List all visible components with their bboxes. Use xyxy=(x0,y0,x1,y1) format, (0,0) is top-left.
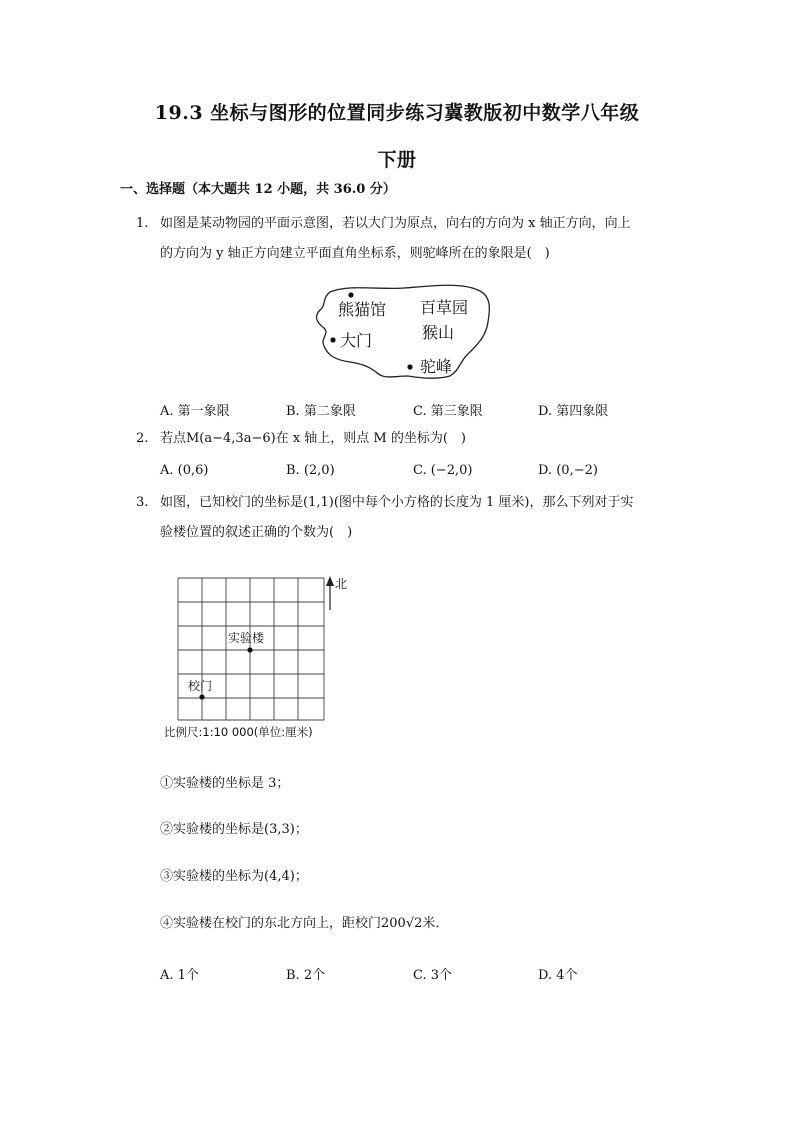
q2-option-c: C. (−2,0) xyxy=(413,463,473,478)
camel-label: 驼峰 xyxy=(420,357,453,376)
q2-option-d: D. (0,−2) xyxy=(538,463,598,478)
q3-option-b: B. 2个 xyxy=(286,968,326,983)
section-heading: 一、选择题（本大题共 12 小题，共 36.0 分） xyxy=(120,182,396,197)
lab-dot xyxy=(247,647,252,652)
panda-label: 熊猫馆 xyxy=(338,300,387,319)
q2-text: 若点M(a−4,3a−6)在 x 轴上，则点 M 的坐标为( ) xyxy=(160,431,467,446)
campus-grid-figure xyxy=(160,570,360,740)
north-label: 北 xyxy=(335,577,348,591)
q3-statement-3: ③实验楼的坐标为(4,4)； xyxy=(160,869,308,884)
q3-text-line2: 验楼位置的叙述正确的个数为( ) xyxy=(160,525,353,540)
q3-number: 3. xyxy=(136,495,149,510)
panda-dot xyxy=(348,292,353,297)
page-title: 19.3 坐标与图形的位置同步练习冀教版初中数学八年级 xyxy=(154,102,640,124)
q2-option-b: B. (2,0) xyxy=(286,463,335,478)
scale-label: 比例尺:1:10 000(单位:厘米) xyxy=(164,725,313,739)
q1-option-b: B. 第二象限 xyxy=(286,404,356,419)
q2-option-a: A. (0,6) xyxy=(160,463,209,478)
q1-option-d: D. 第四象限 xyxy=(538,404,609,419)
gate-label: 大门 xyxy=(340,331,373,350)
lab-label: 实验楼 xyxy=(228,631,265,645)
gate-dot xyxy=(199,694,204,699)
page-title-continued: 下册 xyxy=(377,149,417,171)
q3-option-c: C. 3个 xyxy=(413,968,453,983)
q3-option-d: D. 4个 xyxy=(538,968,578,983)
q3-option-a: A. 1个 xyxy=(160,968,199,983)
q3-statement-2: ②实验楼的坐标是(3,3)； xyxy=(160,822,308,837)
q2-number: 2. xyxy=(136,431,149,446)
q3-text-line1: 如图，已知校门的坐标是(1,1)(图中每个小方格的长度为 1 厘米)，那么下列对于实 xyxy=(160,495,634,510)
q1-text-line2: 的方向为 y 轴正方向建立平面直角坐标系，则驼峰所在的象限是( ) xyxy=(160,246,550,261)
q1-option-a: A. 第一象限 xyxy=(160,404,230,419)
q1-text-line1: 如图是某动物园的平面示意图，若以大门为原点，向右的方向为 x 轴正方向，向上 xyxy=(160,216,631,231)
q3-statement-1: ①实验楼的坐标是 3； xyxy=(160,776,290,791)
zoo-map-figure xyxy=(310,280,500,382)
monkey-label: 猴山 xyxy=(422,323,455,342)
q1-number: 1. xyxy=(136,216,149,231)
north-arrow xyxy=(326,576,334,610)
garden-label: 百草园 xyxy=(420,298,469,317)
q1-option-c: C. 第三象限 xyxy=(413,404,483,419)
q3-statement-4: ④实验楼在校门的东北方向上，距校门200√2米． xyxy=(160,916,449,931)
camel-dot xyxy=(407,364,412,369)
gate-label: 校门 xyxy=(188,679,213,693)
gate-dot xyxy=(330,337,335,342)
